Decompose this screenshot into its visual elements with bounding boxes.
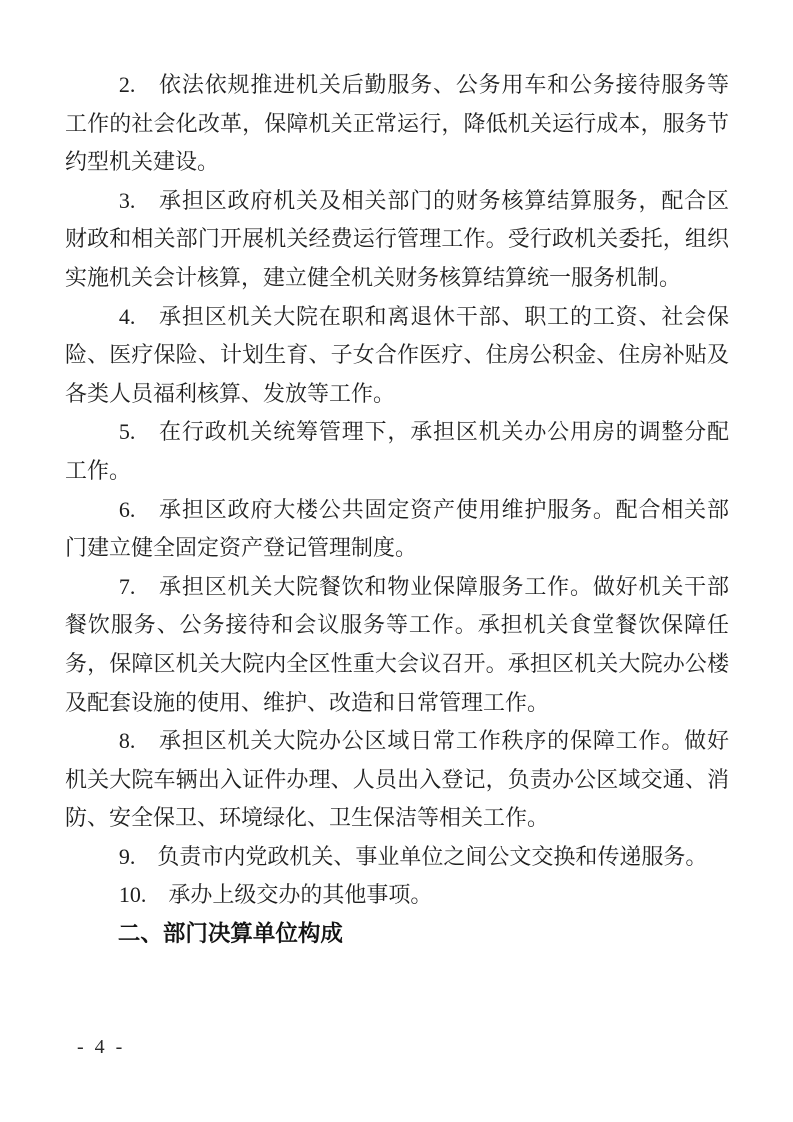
paragraph-item-8: 8. 承担区机关大院办公区域日常工作秩序的保障工作。做好机关大院车辆出入证件办理、人员出入登记，负责办公区域交通、消防、安全保卫、环境绿化、卫生保洁等相关工作。	[65, 728, 729, 831]
section-heading: 二、部门决算单位构成	[117, 921, 343, 947]
paragraph-item-3: 3. 承担区政府机关及相关部门的财务核算结算服务，配合区财政和相关部门开展机关经费运行管理工作。受行政机关委托，组织实施机关会计核算，建立健全机关财务核算结算统一服务机制。	[65, 187, 729, 290]
paragraph-item-7: 7. 承担区机关大院餐饮和物业保障服务工作。做好机关干部餐饮服务、公务接待和会议服务等工作。承担机关食堂餐饮保障任务，保障区机关大院内全区性重大会议召开。承担区机关大院办公楼及配套设施的使用、维护、改造和日常管理工作。	[65, 573, 729, 715]
paragraph-item-5: 5. 在行政机关统筹管理下，承担区机关办公用房的调整分配工作。	[65, 419, 729, 483]
paragraph-item-6: 6. 承担区政府大楼公共固定资产使用维护服务。配合相关部门建立健全固定资产登记管理制度。	[65, 496, 729, 561]
paragraph-item-9: 9. 负责市内党政机关、事业单位之间公文交换和传递服务。	[118, 843, 708, 869]
paragraph-item-2: 2. 依法依规推进机关后勤服务、公务用车和公务接待服务等工作的社会化改革，保障机关正常运行，降低机关运行成本，服务节约型机关建设。	[65, 72, 729, 175]
page-number: - 4 -	[77, 1036, 126, 1058]
paragraph-item-10: 10. 承办上级交办的其他事项。	[118, 882, 433, 908]
document-body	[65, 66, 729, 954]
paragraph-item-4: 4. 承担区机关大院在职和离退休干部、职工的工资、社会保险、医疗保险、计划生育、子女合作医疗、住房公积金、住房补贴及各类人员福利核算、发放等工作。	[65, 303, 729, 406]
